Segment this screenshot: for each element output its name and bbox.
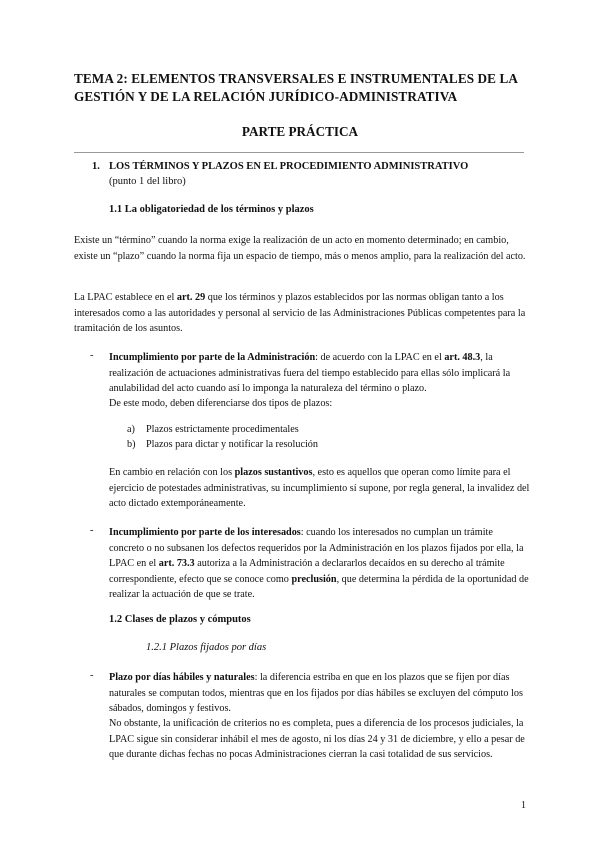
list-item: Plazos para dictar y notificar la resolución xyxy=(146,439,318,450)
list-item: Plazos estrictamente procedimentales xyxy=(146,424,299,435)
text: En cambio en relación con los xyxy=(109,467,235,478)
bold-term: plazos sustantivos xyxy=(234,467,313,478)
article-ref: art. 73.3 xyxy=(158,558,195,569)
paragraph-art29 xyxy=(74,290,530,337)
section-heading: LOS TÉRMINOS Y PLAZOS EN EL PROCEDIMIENTO ADMINISTRATIVO xyxy=(109,161,469,172)
list-letter: b) xyxy=(127,439,136,450)
article-ref: art. 48.3 xyxy=(444,352,481,363)
text: : la diferencia estriba en que en los plazos que se fijen por días naturales se computan todos, mientras que en los fijados por días hábiles se excluyen del cómputo los sábados, domingos y festivos. xyxy=(109,672,523,714)
paragraph-termino-plazo: Existe un “término” cuando la norma exige la realización de un acto en momento determinado; en cambio, existe un “plazo” cuando la norma fija un espacio de tiempo, más o menos amplio, para la realización del acto. xyxy=(74,235,526,262)
text: , esto es aquellos que operan como límite para el ejercicio de potestades administrativas, su incumplimiento sí supone, por regla general, la invalidez del acto dictado extemporáneamente. xyxy=(109,467,530,509)
paragraph-unificacion: No obstante, la unificación de criterios no es completa, pues a diferencia de los procesos judiciales, la LPAC sigue sin considerar inhábil el mes de agosto, ni los días 24 y 31 de diciembre, y ello a pesar de que durante dichas fechas no pocas Administraciones cierran la casi totalidad de sus servicios. xyxy=(109,718,525,760)
text: La LPAC establece en el xyxy=(74,292,177,303)
subsection-heading-1-1: 1.1 La obligatoriedad de los términos y plazos xyxy=(109,204,314,215)
text: autoriza a la Administración a declararlos decaídos en su derecho al trámite correspondiente, efecto que se conoce como xyxy=(109,558,505,585)
list-letter: a) xyxy=(127,424,135,435)
page-number: 1 xyxy=(521,800,526,811)
bullet-dias-habiles xyxy=(109,670,530,717)
section-number: 1. xyxy=(92,161,100,172)
text: : cuando los interesados no cumplan un trámite concreto o no subsanen los defectos requeridos por la Administración en los plazos fijados por ella, la LPAC en el xyxy=(109,527,524,569)
paragraph-plazos-sustantivos xyxy=(109,465,530,512)
document-title: TEMA 2: ELEMENTOS TRANSVERSALES E INSTRUMENTALES DE LA GESTIÓN Y DE LA RELACIÓN JURÍDICO-ADMINISTRATIVA xyxy=(74,71,518,104)
article-ref: art. 29 xyxy=(176,292,206,303)
text: : de acuerdo con la LPAC en el xyxy=(315,352,445,363)
bullet-administracion xyxy=(109,350,530,397)
text: , la realización de actuaciones administrativas fuera del tiempo establecido para ellas sólo implicará la anulabilidad del acto cuando así lo imponga la naturaleza del término o plazo. xyxy=(109,352,511,394)
section-note: (punto 1 del libro) xyxy=(109,176,186,187)
bold-term: preclusión xyxy=(291,573,337,585)
bullet-dash: - xyxy=(90,670,94,681)
bullet-continuation: De este modo, deben diferenciarse dos tipos de plazos: xyxy=(109,398,333,409)
bullet-title: Incumplimiento por parte de los interesados xyxy=(109,527,301,538)
bullet-dash: - xyxy=(90,350,94,361)
section-subtitle: PARTE PRÁCTICA xyxy=(241,124,359,139)
bullet-dash: - xyxy=(90,525,94,536)
text: que los términos y plazos establecidos por las normas obligan tanto a los interesados como a las autoridades y personal al servicio de las Administraciones Públicas competentes para la tramitación de los asuntos. xyxy=(74,292,526,334)
bullet-interesados xyxy=(109,525,530,603)
text: , que determina la pérdida de la oportunidad de realizar la actuación de que se trate. xyxy=(109,573,529,600)
bullet-title: Incumplimiento por parte de la Administración xyxy=(109,352,316,363)
bullet-title: Plazo por días hábiles y naturales xyxy=(109,672,255,683)
subsubsection-heading: 1.2.1 Plazos fijados por días xyxy=(146,642,267,653)
subsection-heading-1-2: 1.2 Clases de plazos y cómputos xyxy=(109,614,251,625)
divider xyxy=(74,152,524,153)
